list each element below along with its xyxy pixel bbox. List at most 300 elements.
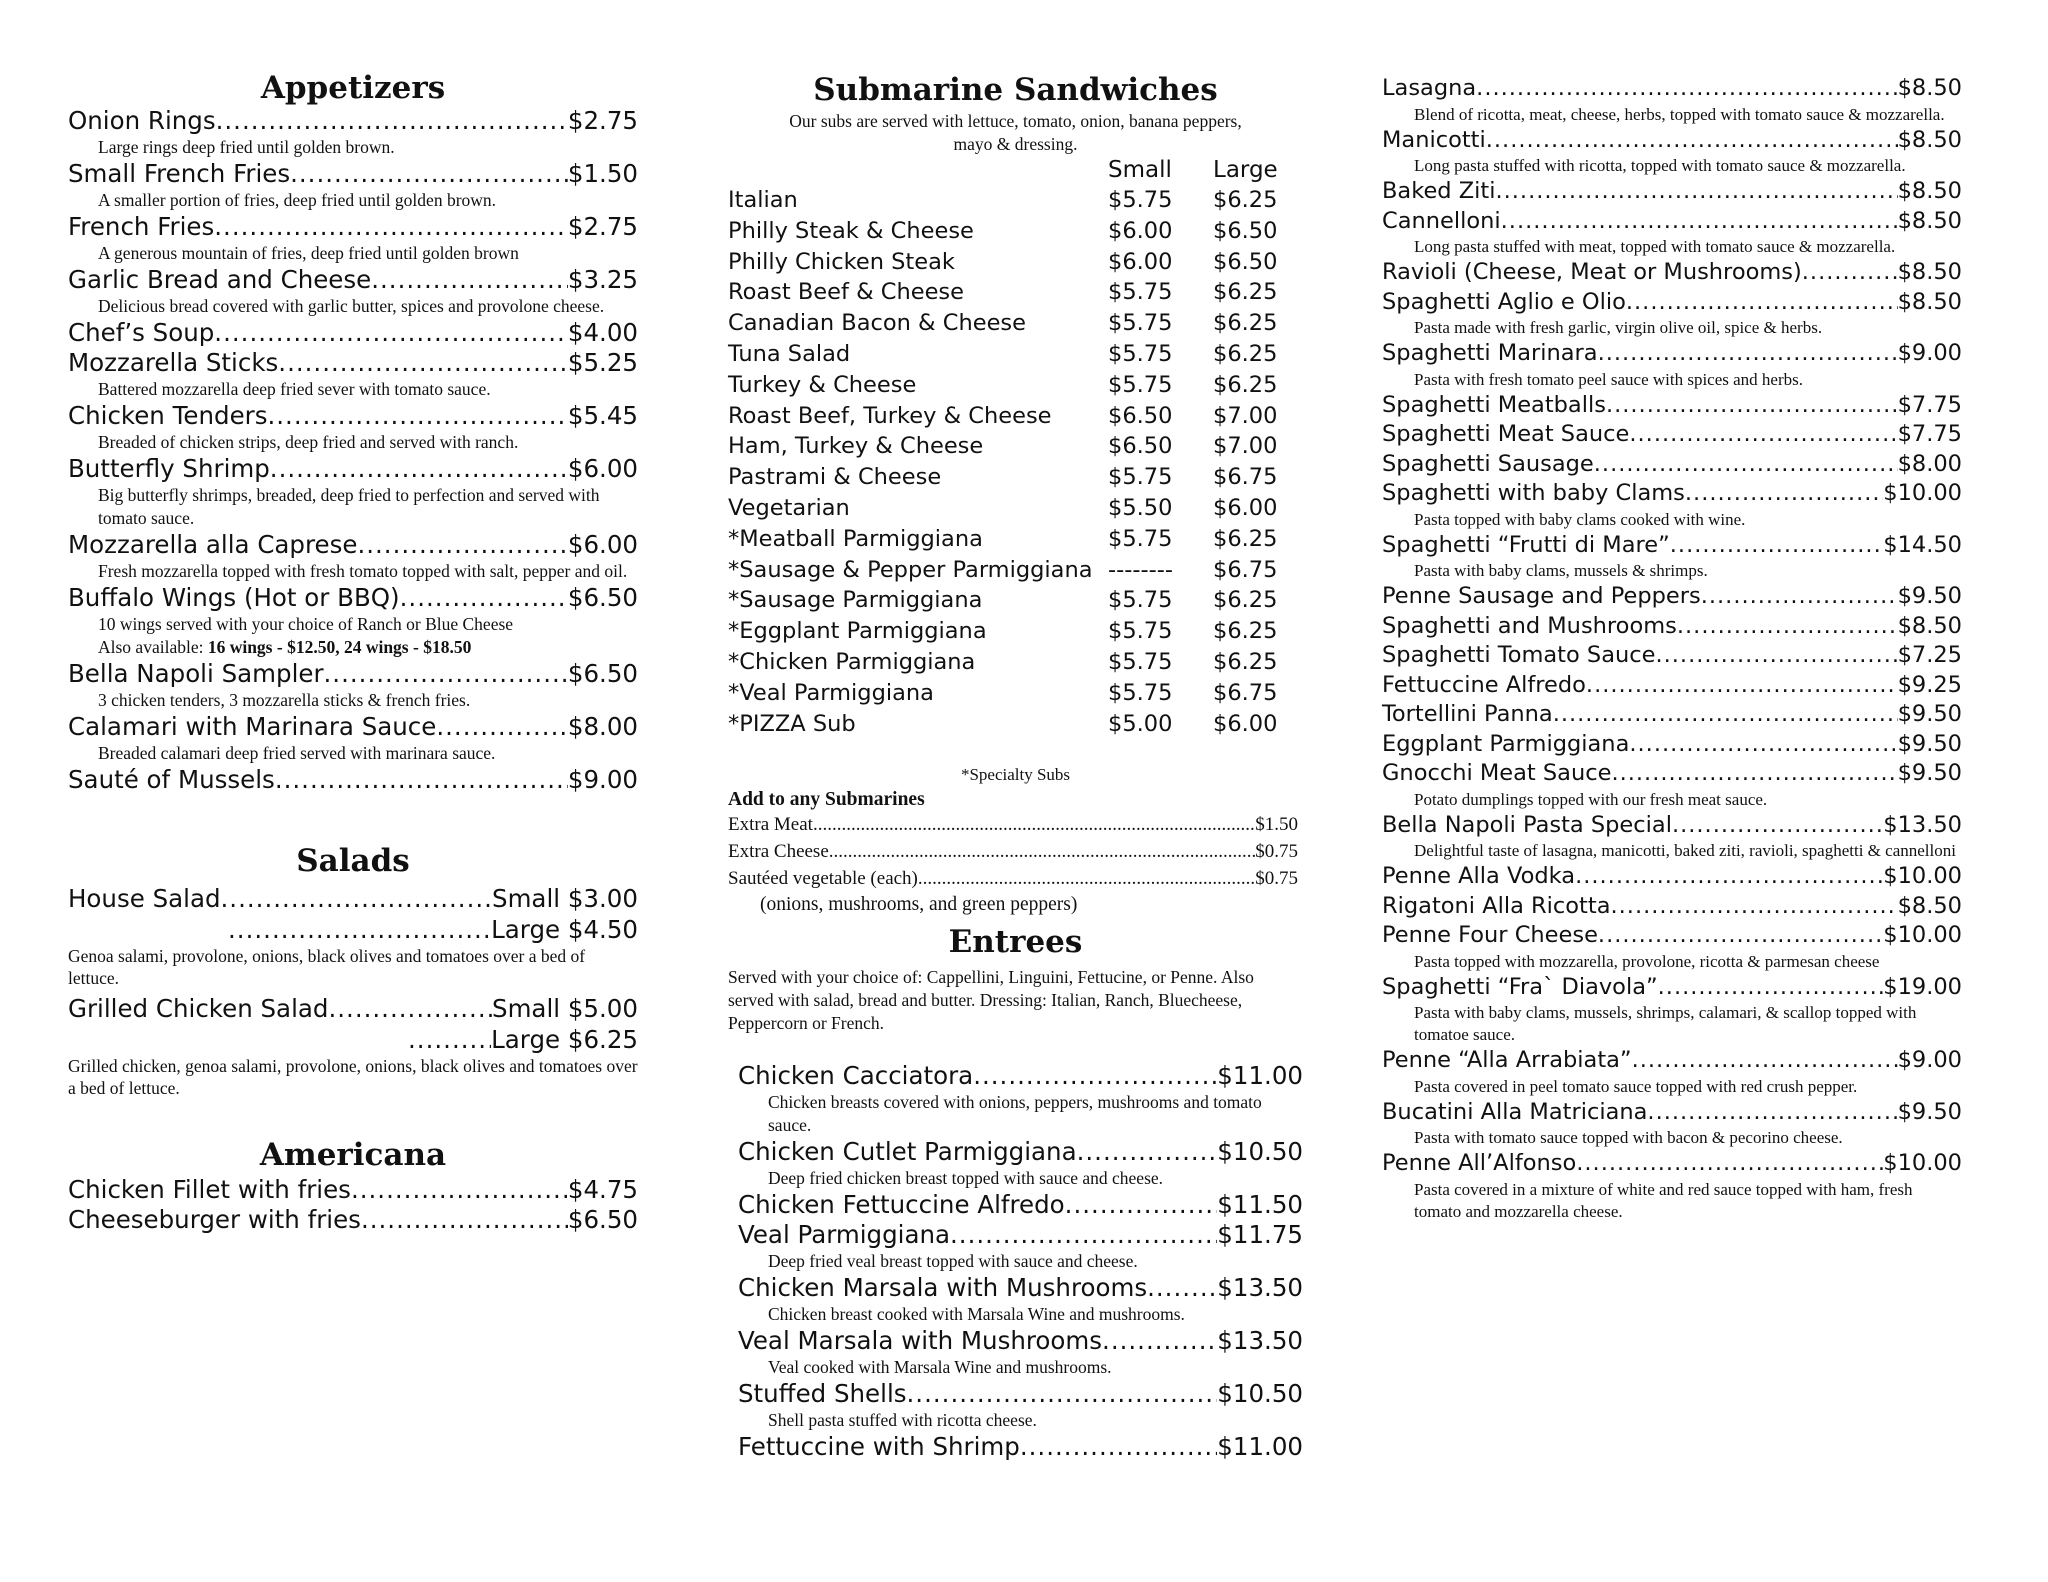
sub-small-price: $6.50 xyxy=(1108,402,1173,429)
middle-column xyxy=(728,0,1303,1462)
sub-small-price: $6.00 xyxy=(1108,217,1173,244)
item-description: Blend of ricotta, meat, cheese, herbs, topped with tomato sauce & mozzarella. xyxy=(1414,104,1945,124)
item-price: $9.25 xyxy=(1897,671,1962,698)
addon-price: $0.75 xyxy=(1255,841,1298,863)
sub-name: Roast Beef & Cheese xyxy=(728,279,964,306)
house-salad-large-price: Large $4.50 xyxy=(491,915,638,944)
sub-large-price: $6.25 xyxy=(1213,310,1278,337)
item-description: Pasta covered in peel tomato sauce topped with red crush pepper. xyxy=(1414,1076,1858,1096)
item-price: $11.75 xyxy=(1217,1220,1303,1250)
sub-row xyxy=(728,493,1303,524)
item-name: Sauté of Mussels xyxy=(68,765,275,794)
item-description: Deep fried veal breast topped with sauce and cheese. xyxy=(768,1251,1138,1272)
item-description: Deep fried chicken breast topped with sauce and cheese. xyxy=(768,1168,1164,1189)
addon-row xyxy=(728,811,1298,838)
leader-dots xyxy=(1655,641,1897,671)
sub-row xyxy=(728,216,1303,247)
item-name: Penne Sausage and Peppers xyxy=(1382,583,1701,609)
sub-small-price: $5.75 xyxy=(1108,587,1173,614)
item-name: Fettuccine Alfredo xyxy=(1382,671,1586,698)
sub-name: *Meatball Parmiggiana xyxy=(728,525,983,552)
grilled-salad-name: Grilled Chicken Salad xyxy=(68,994,329,1023)
item-price: $7.75 xyxy=(1897,391,1962,418)
sub-name: *Eggplant Parmiggiana xyxy=(728,618,987,645)
item-price: $2.75 xyxy=(567,212,638,241)
item-name: Chef’s Soup xyxy=(68,318,215,347)
leader-dots xyxy=(214,212,568,242)
sub-small-price: $5.75 xyxy=(1108,525,1173,552)
item-name: Chicken Cutlet Parmiggiana xyxy=(738,1137,1077,1167)
sub-small-price: $5.75 xyxy=(1108,340,1173,367)
item-description: Veal cooked with Marsala Wine and mushrooms. xyxy=(768,1357,1112,1378)
item-price: $1.50 xyxy=(567,159,638,188)
sub-name: Italian xyxy=(728,187,798,213)
leader-dots xyxy=(1586,671,1898,701)
leader-dots xyxy=(907,1379,1218,1409)
menu-item xyxy=(738,1432,1303,1462)
menu-item xyxy=(68,1205,638,1235)
leader-dots xyxy=(1632,1046,1898,1076)
item-name: Spaghetti “Fra` Diavola” xyxy=(1382,973,1658,1000)
grilled-salad-large xyxy=(68,1024,638,1055)
sub-row xyxy=(728,431,1303,462)
sub-name: *Sausage & Pepper Parmiggiana xyxy=(728,556,1093,583)
item-name: Chicken Tenders xyxy=(68,401,268,430)
sub-large-price: $6.50 xyxy=(1213,248,1278,275)
sub-small-price: $5.75 xyxy=(1108,618,1173,645)
leader-dots xyxy=(1553,700,1898,730)
menu-item xyxy=(1382,1098,1962,1128)
leader-dots xyxy=(357,530,567,560)
item-price: $9.50 xyxy=(1897,701,1962,727)
item-name: Buffalo Wings (Hot or BBQ) xyxy=(68,583,400,612)
item-name: Spaghetti Aglio e Olio xyxy=(1382,288,1626,315)
item-description: Breaded of chicken strips, deep fried and served with ranch. xyxy=(98,432,519,452)
leader-dots xyxy=(1611,892,1898,922)
sub-small-price: $5.75 xyxy=(1108,310,1173,337)
item-name: Penne All’Alfonso xyxy=(1382,1150,1577,1176)
leader-dots xyxy=(1077,1137,1218,1167)
item-price: $13.50 xyxy=(1217,1326,1303,1356)
leader-dots xyxy=(1576,1149,1883,1179)
item-description: A smaller portion of fries, deep fried until golden brown. xyxy=(98,190,497,210)
item-name: Calamari with Marinara Sauce xyxy=(68,712,437,741)
menu-item xyxy=(68,583,638,613)
item-name: Manicotti xyxy=(1382,126,1486,153)
item-name: French Fries xyxy=(68,212,215,241)
menu-item xyxy=(68,1175,638,1205)
menu-item xyxy=(68,318,638,348)
item-description: Breaded calamari deep fried served with marinara sauce. xyxy=(98,743,496,763)
house-salad-desc: Genoa salami, provolone, onions, black olives and tomatoes over a bed of lettuce. xyxy=(68,946,586,988)
sub-name: Vegetarian xyxy=(728,494,850,521)
item-description: Long pasta stuffed with meat, topped with tomato sauce & mozzarella. xyxy=(1414,237,1896,256)
item-name: Spaghetti Sausage xyxy=(1382,450,1594,477)
addon-name: Sautéed vegetable (each) xyxy=(728,868,918,890)
sub-name: *Chicken Parmiggiana xyxy=(728,648,976,675)
leader-dots xyxy=(361,1205,568,1235)
entrees-list xyxy=(728,1061,1303,1462)
item-price: $9.00 xyxy=(1897,340,1962,366)
sub-large-price: $7.00 xyxy=(1213,433,1278,460)
sub-row xyxy=(728,247,1303,278)
sub-large-price: $6.25 xyxy=(1213,648,1278,675)
menu-item xyxy=(738,1273,1303,1303)
addon-row xyxy=(728,865,1298,892)
small-header: Small xyxy=(1108,157,1172,183)
item-price: $8.50 xyxy=(1897,207,1962,234)
subs-intro: Our subs are served with lettuce, tomato, onion, banana peppers, mayo & dressing. xyxy=(789,111,1242,154)
item-name: Small French Fries xyxy=(68,159,291,188)
sub-row xyxy=(728,616,1303,647)
leader-dots xyxy=(1685,479,1883,509)
item-name: Spaghetti Meatballs xyxy=(1382,391,1606,418)
sub-name: Roast Beef, Turkey & Cheese xyxy=(728,402,1052,429)
menu-item xyxy=(1382,612,1962,642)
item-description: Pasta topped with baby clams cooked with wine. xyxy=(1414,509,1746,529)
item-price: $9.50 xyxy=(1897,730,1962,757)
sub-large-price: $6.75 xyxy=(1213,464,1278,491)
item-price: $8.00 xyxy=(1897,450,1962,477)
item-description: Delicious bread covered with garlic butter, spices and provolone cheese. xyxy=(98,296,605,316)
leader-dots xyxy=(1611,759,1897,789)
leader-dots xyxy=(950,1220,1217,1250)
leader-dots xyxy=(1598,921,1883,951)
item-price: $8.50 xyxy=(1897,288,1962,315)
menu-item xyxy=(738,1061,1303,1091)
item-name: Bucatini Alla Matriciana xyxy=(1382,1098,1648,1125)
item-name: Chicken Marsala with Mushrooms xyxy=(738,1273,1148,1303)
leader-dots xyxy=(1594,450,1898,480)
item-name: Stuffed Shells xyxy=(738,1379,907,1409)
item-description: Potato dumplings topped with our fresh meat sauce. xyxy=(1414,789,1768,809)
item-name: Penne Alla Vodka xyxy=(1382,863,1576,889)
leader-dots xyxy=(1658,973,1884,1003)
item-name: Veal Parmiggiana xyxy=(738,1220,951,1250)
leader-dots xyxy=(278,348,568,378)
item-name: Chicken Fillet with fries xyxy=(68,1175,351,1204)
leader-dots xyxy=(371,265,568,295)
menu-item xyxy=(1382,258,1962,288)
leader-dots xyxy=(1065,1190,1218,1220)
leader-dots xyxy=(1626,288,1898,318)
menu-item xyxy=(1382,759,1962,789)
item-price: $7.25 xyxy=(1897,642,1962,668)
menu-item xyxy=(1382,582,1962,612)
item-name: Cannelloni xyxy=(1382,207,1501,234)
menu-item xyxy=(68,712,638,742)
sub-name: *Veal Parmiggiana xyxy=(728,679,934,706)
appetizers-list xyxy=(68,106,638,795)
menu-item xyxy=(1382,450,1962,480)
item-description: Battered mozzarella deep fried sever with tomato sauce. xyxy=(98,379,491,399)
sub-name: Canadian Bacon & Cheese xyxy=(728,310,1026,337)
leader-dots xyxy=(813,811,1255,838)
leader-dots xyxy=(1677,612,1898,642)
sub-row xyxy=(728,524,1303,555)
leader-dots xyxy=(1672,811,1883,841)
item-price: $9.00 xyxy=(567,765,638,794)
menu-item xyxy=(1382,892,1962,922)
wings-extra xyxy=(68,636,638,659)
leader-dots xyxy=(1802,258,1898,288)
addon-note: (onions, mushrooms, and green peppers) xyxy=(760,894,1078,916)
item-price: $10.00 xyxy=(1883,922,1962,948)
item-description: Chicken breast cooked with Marsala Wine and mushrooms. xyxy=(768,1304,1185,1325)
sub-name: Tuna Salad xyxy=(728,340,851,367)
sub-small-price: -------- xyxy=(1108,556,1173,583)
leader-dots xyxy=(270,454,568,484)
menu-item xyxy=(68,401,638,431)
specialty-note: *Specialty Subs xyxy=(960,765,1071,785)
item-name: Chicken Fettuccine Alfredo xyxy=(738,1190,1065,1220)
sub-large-price: $6.25 xyxy=(1213,618,1278,645)
item-price: $2.75 xyxy=(567,106,638,135)
item-name: Gnocchi Meat Sauce xyxy=(1382,760,1612,786)
grilled-salad-small-price: Small $5.00 xyxy=(492,994,638,1023)
item-price: $11.00 xyxy=(1217,1061,1303,1091)
leader-dots xyxy=(408,1024,491,1055)
item-price: $9.50 xyxy=(1897,583,1962,609)
item-description: Pasta with baby clams, mussels, shrimps, calamari, & scallop topped with tomatoe sauce. xyxy=(1414,1003,1917,1044)
menu-item xyxy=(1382,288,1962,318)
item-name: Ravioli (Cheese, Meat or Mushrooms) xyxy=(1382,259,1802,285)
menu-item xyxy=(1382,730,1962,760)
add-on-title: Add to any Submarines xyxy=(728,789,925,811)
sub-row xyxy=(728,585,1303,616)
item-name: Butterfly Shrimp xyxy=(68,454,270,483)
item-price: $6.50 xyxy=(567,583,638,612)
menu-item xyxy=(68,530,638,560)
leader-dots xyxy=(267,401,567,431)
sub-name: *PIZZA Sub xyxy=(728,710,856,737)
item-name: Cheeseburger with fries xyxy=(68,1205,361,1234)
leader-dots xyxy=(1501,207,1898,237)
sub-large-price: $6.00 xyxy=(1213,494,1278,521)
leader-dots xyxy=(1670,531,1884,561)
leader-dots xyxy=(214,318,568,348)
leader-dots xyxy=(1629,730,1897,760)
item-price: $11.50 xyxy=(1217,1190,1303,1220)
item-name: Penne “Alla Arrabiata” xyxy=(1382,1047,1632,1073)
leader-dots xyxy=(216,106,568,136)
item-name: Spaghetti with baby Clams xyxy=(1382,480,1685,506)
sub-large-price: $6.25 xyxy=(1213,371,1278,398)
appetizers-title: Appetizers xyxy=(260,70,446,106)
item-name: Tortellini Panna xyxy=(1382,701,1553,727)
item-name: Bella Napoli Sampler xyxy=(68,659,324,688)
item-name: Spaghetti and Mushrooms xyxy=(1382,612,1677,639)
item-description: Long pasta stuffed with ricotta, topped with tomato sauce & mozzarella. xyxy=(1414,156,1906,175)
sub-small-price: $6.00 xyxy=(1108,248,1173,275)
menu-item xyxy=(1382,420,1962,450)
leader-dots xyxy=(351,1175,568,1205)
leader-dots xyxy=(275,765,568,795)
addon-price: $1.50 xyxy=(1255,814,1298,836)
leader-dots xyxy=(290,159,568,189)
large-header: Large xyxy=(1213,157,1278,183)
menu-item xyxy=(1382,479,1962,509)
sub-small-price: $5.75 xyxy=(1108,371,1173,398)
item-description: Pasta covered in a mixture of white and red sauce topped with ham, fresh tomato and mozzarella cheese. xyxy=(1414,1179,1913,1221)
leader-dots xyxy=(1629,420,1897,450)
menu-item xyxy=(1382,207,1962,237)
sub-name: Ham, Turkey & Cheese xyxy=(728,433,984,460)
menu-item xyxy=(738,1379,1303,1409)
menu-item xyxy=(68,659,638,689)
sub-name: Philly Steak & Cheese xyxy=(728,217,974,244)
menu-item xyxy=(68,106,638,136)
item-name: Rigatoni Alla Ricotta xyxy=(1382,892,1611,919)
item-description: Delightful taste of lasagna, manicotti, baked ziti, ravioli, spaghetti & cannelloni xyxy=(1414,841,1956,860)
item-name: Spaghetti Marinara xyxy=(1382,340,1598,366)
menu-item xyxy=(1382,1149,1962,1179)
item-name: Fettuccine with Shrimp xyxy=(738,1432,1020,1462)
item-name: Lasagna xyxy=(1382,75,1477,101)
item-price: $9.50 xyxy=(1897,760,1962,786)
house-salad-small-price: Small $3.00 xyxy=(492,884,638,913)
sub-name: Philly Chicken Steak xyxy=(728,248,955,275)
leader-dots xyxy=(1476,74,1897,104)
menu-item xyxy=(1382,921,1962,951)
item-price: $13.50 xyxy=(1883,811,1962,838)
sub-row xyxy=(728,678,1303,709)
addons-list xyxy=(728,811,1298,892)
leader-dots xyxy=(228,914,491,945)
item-name: Chicken Cacciatora xyxy=(738,1061,974,1091)
salads-title: Salads xyxy=(296,843,410,879)
leader-dots xyxy=(973,1061,1217,1091)
subs-column-header xyxy=(728,156,1303,185)
wings-extra-prices: 16 wings - $12.50, 24 wings - $18.50 xyxy=(207,637,472,657)
sub-small-price: $5.75 xyxy=(1108,648,1173,675)
item-price: $6.50 xyxy=(567,659,638,688)
pasta-list xyxy=(1382,74,1962,1223)
item-description: A generous mountain of fries, deep fried until golden brown xyxy=(98,243,519,263)
leader-dots xyxy=(1647,1098,1897,1128)
menu-item xyxy=(1382,641,1962,671)
wings-extra-label: Also available: xyxy=(98,637,208,657)
item-name: Garlic Bread and Cheese xyxy=(68,265,372,294)
item-description: Large rings deep fried until golden brown. xyxy=(98,137,395,157)
grilled-salad-large-price: Large $6.25 xyxy=(491,1025,638,1054)
addon-name: Extra Meat xyxy=(728,814,813,836)
item-price: $14.50 xyxy=(1883,531,1962,558)
menu-item xyxy=(1382,700,1962,730)
sub-large-price: $6.00 xyxy=(1213,710,1278,737)
menu-item xyxy=(1382,74,1962,104)
item-price: $8.50 xyxy=(1897,75,1962,101)
item-name: Eggplant Parmiggiana xyxy=(1382,730,1630,757)
menu-item xyxy=(68,454,638,484)
addon-name: Extra Cheese xyxy=(728,841,829,863)
item-name: Mozzarella alla Caprese xyxy=(68,530,358,559)
sub-large-price: $6.25 xyxy=(1213,525,1278,552)
sub-name: *Sausage Parmiggiana xyxy=(728,587,983,614)
item-price: $10.00 xyxy=(1883,863,1962,889)
sub-small-price: $5.75 xyxy=(1108,279,1173,306)
item-name: Veal Marsala with Mushrooms xyxy=(738,1326,1103,1356)
menu-item xyxy=(1382,671,1962,701)
menu-item xyxy=(1382,811,1962,841)
item-description: Pasta topped with mozzarella, provolone, ricotta & parmesan cheese xyxy=(1414,951,1880,971)
sub-large-price: $6.25 xyxy=(1213,340,1278,367)
menu-item xyxy=(1382,531,1962,561)
item-price: $8.50 xyxy=(1897,612,1962,639)
item-description: 10 wings served with your choice of Ranch or Blue Cheese xyxy=(98,614,514,634)
sub-large-price: $6.50 xyxy=(1213,217,1278,244)
sub-row xyxy=(728,709,1303,740)
item-price: $9.00 xyxy=(1897,1047,1962,1073)
menu-item xyxy=(1382,1046,1962,1076)
addon-price: $0.75 xyxy=(1255,868,1298,890)
sub-row xyxy=(728,401,1303,432)
item-name: Spaghetti Tomato Sauce xyxy=(1382,642,1656,668)
item-price: $6.50 xyxy=(567,1205,638,1234)
item-name: Mozzarella Sticks xyxy=(68,348,279,377)
item-price: $10.00 xyxy=(1883,480,1962,506)
item-price: $8.00 xyxy=(567,712,638,741)
left-column xyxy=(68,0,638,1235)
menu-item xyxy=(1382,339,1962,369)
leader-dots xyxy=(1701,582,1898,612)
leader-dots xyxy=(1147,1273,1217,1303)
item-price: $7.75 xyxy=(1897,421,1962,447)
item-price: $10.50 xyxy=(1217,1379,1303,1409)
sub-row xyxy=(728,185,1303,216)
sub-small-price: $5.00 xyxy=(1108,710,1173,737)
item-price: $4.75 xyxy=(567,1175,638,1204)
item-price: $5.25 xyxy=(567,348,638,377)
right-column xyxy=(1382,0,1962,1223)
sub-row xyxy=(728,462,1303,493)
item-description: Pasta with tomato sauce topped with bacon & pecorino cheese. xyxy=(1414,1128,1843,1147)
entrees-intro: Served with your choice of: Cappellini, Linguini, Fettucine, or Penne. Also served with salad, bread and butter. Dressing: Italian, Ranch, Bluecheese, Peppercorn or French. xyxy=(728,967,1254,1034)
leader-dots xyxy=(400,583,568,613)
sub-small-price: $5.75 xyxy=(1108,464,1173,491)
item-price: $13.50 xyxy=(1217,1273,1303,1303)
item-price: $4.00 xyxy=(567,318,638,347)
menu-item xyxy=(738,1220,1303,1250)
item-description: Fresh mozzarella topped with fresh tomato topped with salt, pepper and oil. xyxy=(98,561,628,581)
menu-item xyxy=(738,1190,1303,1220)
menu-item xyxy=(68,159,638,189)
item-description: Chicken breasts covered with onions, peppers, mushrooms and tomato sauce. xyxy=(768,1092,1262,1136)
item-description: Pasta made with fresh garlic, virgin olive oil, spice & herbs. xyxy=(1414,318,1823,337)
sub-large-price: $6.75 xyxy=(1213,679,1278,706)
menu-item xyxy=(738,1326,1303,1356)
leader-dots xyxy=(1020,1432,1217,1462)
menu-item xyxy=(1382,126,1962,156)
item-price: $5.45 xyxy=(567,401,638,430)
leader-dots xyxy=(221,883,493,914)
sub-name: Turkey & Cheese xyxy=(728,371,917,398)
house-salad-small xyxy=(68,883,638,914)
item-price: $11.00 xyxy=(1217,1432,1303,1462)
item-name: Bella Napoli Pasta Special xyxy=(1382,811,1672,838)
house-salad-name: House Salad xyxy=(68,884,221,913)
menu-item xyxy=(68,212,638,242)
sub-small-price: $5.50 xyxy=(1108,494,1173,521)
item-name: Spaghetti Meat Sauce xyxy=(1382,421,1630,447)
addon-row xyxy=(728,838,1298,865)
item-name: Onion Rings xyxy=(68,106,216,135)
subs-list xyxy=(728,185,1303,739)
americana-list xyxy=(68,1175,638,1235)
item-name: Baked Ziti xyxy=(1382,178,1496,204)
item-description: Pasta with baby clams, mussels & shrimps. xyxy=(1414,561,1708,580)
sub-large-price: $6.75 xyxy=(1213,556,1278,583)
